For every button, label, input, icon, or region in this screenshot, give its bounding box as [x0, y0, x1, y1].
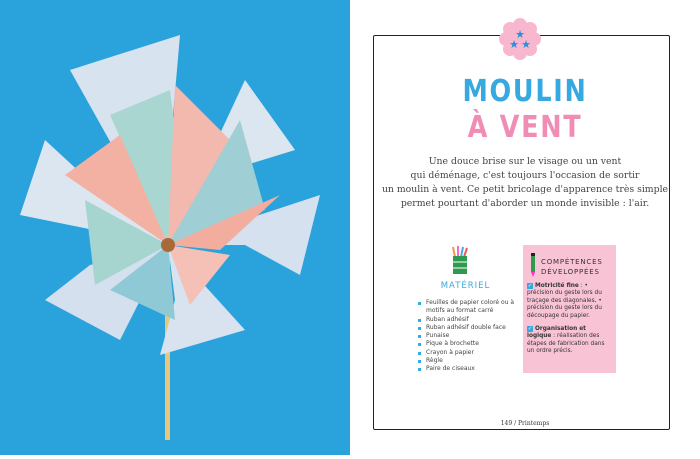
intro-line: qui déménage, c'est toujours l'occasion de sortir [410, 170, 640, 181]
pinwheel [20, 35, 320, 355]
intro-text [380, 155, 670, 211]
checkbox-icon: ✓ [527, 326, 533, 333]
pinwheel-photo [0, 0, 350, 455]
title-line-1: MOULIN [462, 74, 588, 109]
competence-text: : • précision du geste lors du traçage des diagonales, • précision du geste lors du découpage du papier. [527, 283, 602, 319]
materiel-section [418, 245, 523, 374]
competence-text: : réalisation des étapes de fabrication dans un ordre précis. [527, 333, 605, 355]
page-footer: 149 / Printemps [500, 420, 550, 427]
list-item: Ruban adhésif [418, 316, 523, 324]
list-item: Pique à brochette [418, 340, 523, 348]
pencil-cup-icon [418, 245, 513, 275]
pencil-icon [529, 253, 537, 277]
competences-box [523, 245, 616, 373]
intro-line: un moulin à vent. Ce petit bricolage d'apparence très simple [381, 184, 669, 195]
competences-title [541, 257, 612, 277]
materiel-list [418, 299, 523, 374]
intro-line: permet pourtant d'aborder un monde invisible : l'air. [400, 198, 650, 209]
checkbox-icon: ✓ [527, 283, 533, 289]
competence-heading: Motricité fine [535, 283, 579, 289]
title-line: COMPÉTENCES [541, 258, 603, 266]
svg-text:★: ★ [515, 28, 525, 41]
list-item: Paire de ciseaux [418, 365, 523, 373]
list-item: Règle [418, 357, 523, 365]
intro-line: Une douce brise sur le visage ou un vent [428, 156, 622, 167]
svg-text:★: ★ [521, 38, 531, 51]
list-item: Feuilles de papier coloré ou à motifs au format carré [418, 299, 523, 316]
list-item: Punaise [418, 332, 523, 340]
materiel-title: MATÉRIEL [440, 281, 491, 291]
flower-stars-icon [498, 17, 542, 61]
competence-item [527, 283, 612, 320]
title-line-2: À VENT [467, 110, 583, 145]
competence-heading: Organisation et logique [527, 326, 586, 340]
list-item: Crayon à papier [418, 349, 523, 357]
svg-text:★: ★ [509, 38, 519, 51]
competence-item [527, 326, 612, 356]
title-line: DÉVELOPPÉES [541, 268, 600, 276]
list-item: Ruban adhésif double face [418, 324, 523, 332]
pin [161, 238, 175, 252]
